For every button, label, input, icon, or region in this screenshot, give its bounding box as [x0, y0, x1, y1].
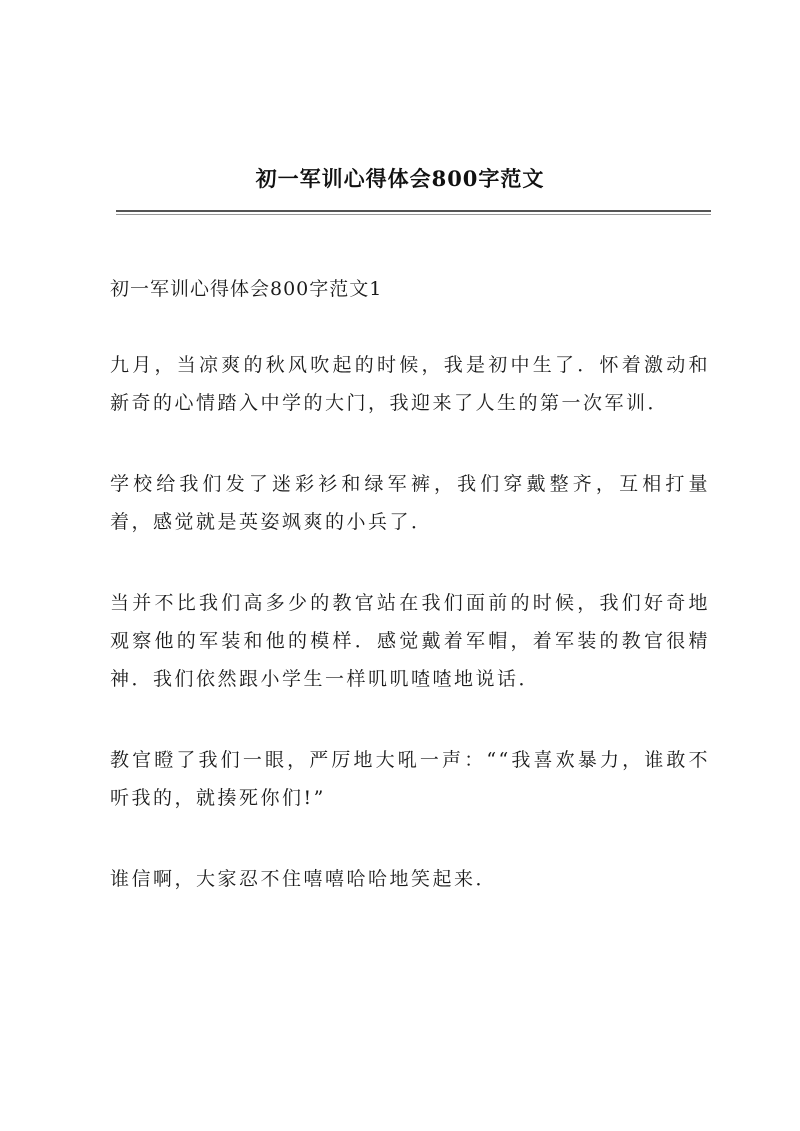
paragraph-1: 九月，当凉爽的秋风吹起的时候，我是初中生了．怀着激动和新奇的心情踏入中学的大门，我迎来了人生的第一次军训．: [110, 354, 710, 414]
paragraph-3: 当并不比我们高多少的教官站在我们面前的时候，我们好奇地观察他的军装和他的模样．感觉戴着军帽，着军装的教官很精神．我们依然跟小学生一样叽叽喳喳地说话．: [110, 592, 710, 690]
title-divider-thin: [116, 214, 711, 215]
paragraph-4: 教官瞪了我们一眼，严厉地大吼一声：““我喜欢暴力，谁敢不听我的，就揍死你们!”: [110, 749, 710, 809]
paragraph-5: 谁信啊，大家忍不住嘻嘻哈哈地笑起来．: [110, 868, 498, 890]
section-heading: 初一军训心得体会800字范文1: [110, 278, 383, 300]
document-body: [110, 272, 710, 941]
document-title: 初一军训心得体会800字范文: [255, 166, 545, 191]
paragraph-2: 学校给我们发了迷彩衫和绿军裤，我们穿戴整齐，互相打量着，感觉就是英姿飒爽的小兵了．: [110, 473, 710, 533]
title-divider: [116, 210, 711, 212]
